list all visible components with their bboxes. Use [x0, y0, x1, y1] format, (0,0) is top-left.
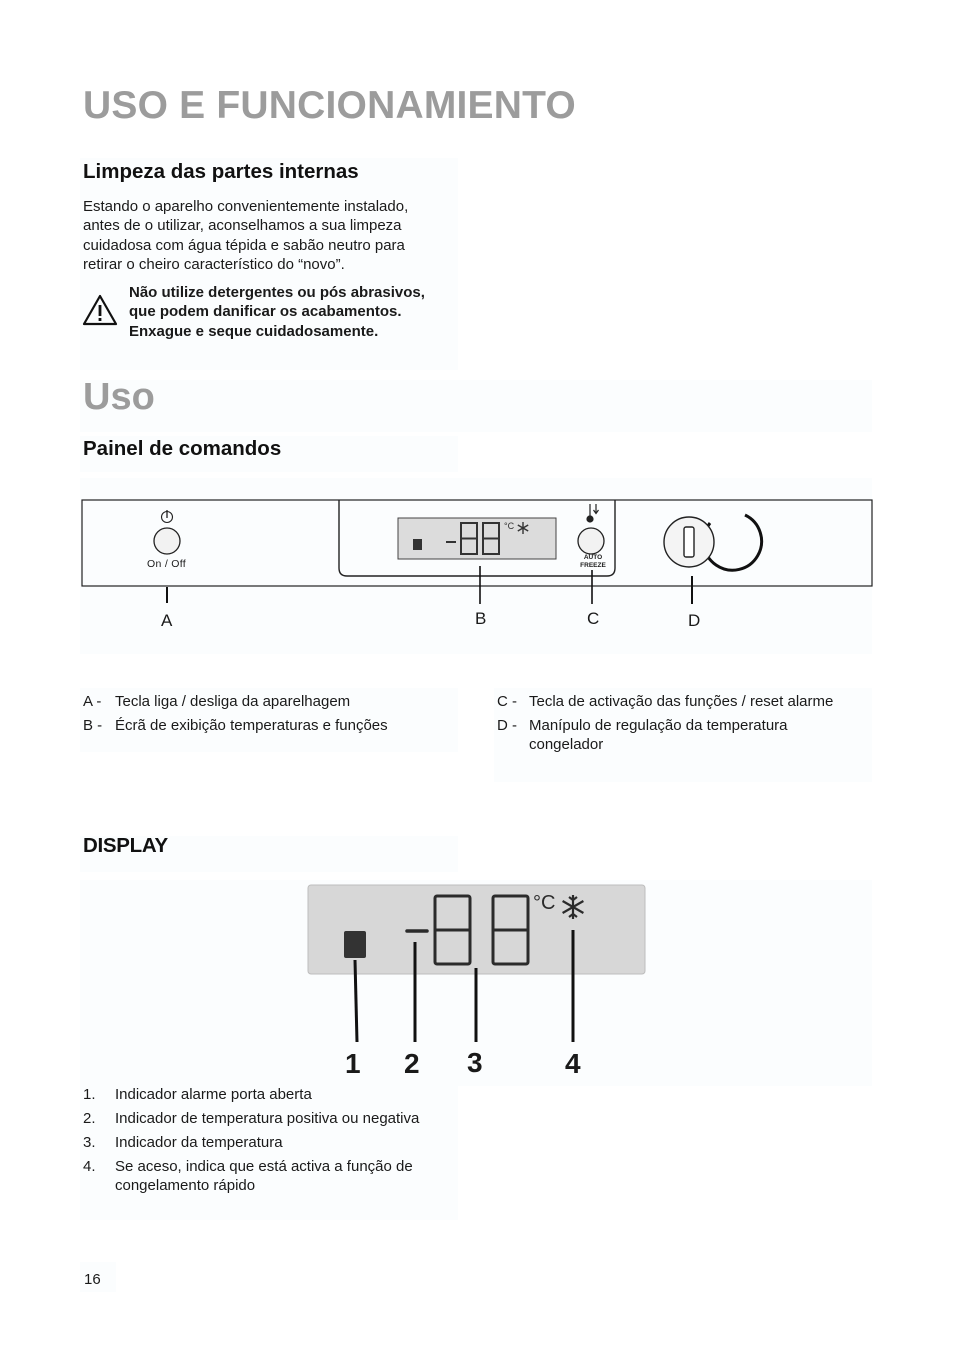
warning-line-1: Não utilize detergentes ou pós abrasivos, [129, 284, 425, 301]
callout-4: 4 [565, 1048, 581, 1079]
warning-line-3: Enxague e seque cuidadosamente. [129, 322, 379, 340]
section-title-uso: Uso [83, 376, 155, 418]
display-heading: DISPLAY [83, 834, 168, 857]
door-alarm-indicator [344, 931, 366, 958]
auto-freeze-label [577, 554, 609, 570]
display-item-4 [83, 1157, 463, 1197]
legend-key: D - [497, 717, 517, 734]
item-text: Indicador da temperatura [115, 1134, 283, 1151]
callout-1: 1 [345, 1048, 361, 1079]
item-number: 1. [83, 1086, 96, 1103]
page-number: 16 [84, 1271, 101, 1288]
panel-heading: Painel de comandos [83, 437, 282, 460]
display-celsius: °C [533, 892, 556, 914]
cleaning-line-4: retirar o cheiro característico do “novo”. [83, 255, 345, 273]
legend-text: Manípulo de regulação da temperatura [529, 717, 788, 734]
legend-key: A - [83, 693, 102, 710]
legend-item-d [497, 716, 877, 756]
legend-key: B - [83, 717, 103, 734]
cleaning-heading: Limpeza das partes internas [83, 160, 359, 183]
label-c: C [587, 609, 600, 628]
legend-text: Tecla de activação das funções / reset alarme [529, 693, 834, 710]
item-text-cont: congelamento rápido [115, 1177, 256, 1194]
label-b: B [475, 609, 487, 628]
item-text: Se aceso, indica que está activa a função de [115, 1158, 413, 1175]
item-number: 4. [83, 1158, 96, 1175]
warning-icon [82, 294, 118, 326]
label-d: D [688, 611, 701, 630]
legend-text: Écrã de exibição temperaturas e funções [115, 717, 388, 734]
temperature-knob [664, 515, 762, 570]
item-text: Indicador alarme porta aberta [115, 1086, 312, 1103]
item-number: 2. [83, 1110, 96, 1127]
display-screen [308, 885, 645, 974]
legend-text: Tecla liga / desliga da aparelhagem [115, 693, 351, 710]
auto-label: AUTO [583, 554, 603, 561]
panel-door-indicator [413, 539, 422, 550]
auto-freeze-button [578, 504, 604, 554]
thermometer-icon [587, 504, 599, 522]
cleaning-line-3: cuidadosa com água tépida e sabão neutro para [83, 236, 405, 254]
display-diagram [306, 884, 648, 1048]
panel-celsius: °C [504, 521, 515, 531]
callout-2: 2 [404, 1048, 420, 1079]
onoff-label: On / Off [147, 558, 186, 570]
cleaning-paragraph [83, 197, 463, 274]
warning-text [129, 283, 459, 341]
legend-text-cont: congelador [529, 736, 604, 753]
item-number: 3. [83, 1134, 96, 1151]
label-a: A [161, 611, 173, 630]
page-title: USO E FUNCIONAMIENTO [83, 84, 576, 127]
cleaning-line-2: antes de o utilizar, aconselhamos a sua limpeza [83, 217, 402, 235]
legend-key: C - [497, 693, 517, 710]
item-text: Indicador de temperatura positiva ou negativa [115, 1110, 420, 1127]
freeze-label: FREEZE [580, 562, 606, 569]
cleaning-line-1: Estando o aparelho convenientemente instalado, [83, 198, 409, 215]
callout-3: 3 [467, 1047, 483, 1078]
warning-line-2: que podem danificar os acabamentos. [129, 303, 402, 321]
onoff-button [154, 510, 180, 554]
